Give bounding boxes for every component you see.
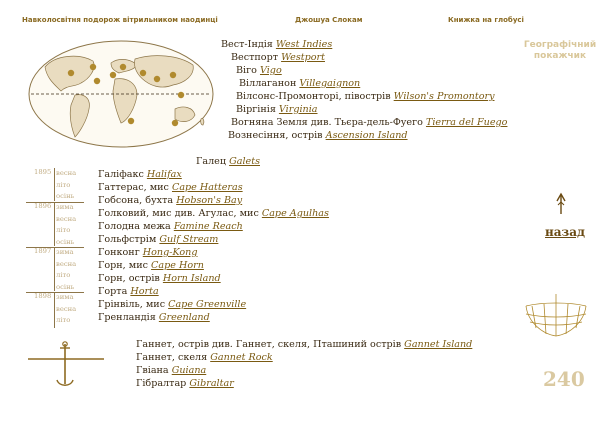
index-link[interactable]: Guiana xyxy=(171,365,207,376)
index-link[interactable]: Galets xyxy=(229,156,260,167)
index-entry: Ганнет, острів див. Ганнет, скеля, Пташиний острів Gannet Island xyxy=(136,339,473,350)
index-link[interactable]: Westport xyxy=(281,52,325,63)
index-entry: Горн, острів Horn Island xyxy=(98,273,221,284)
index-entry: Вілсонс-Промонторі, півострів Wilson's Promontory xyxy=(236,91,495,102)
index-link[interactable]: Cape Hatteras xyxy=(171,182,243,193)
index-link[interactable]: Horn Island xyxy=(162,273,221,284)
index-entry: Гаттерас, мис Cape Hatteras xyxy=(98,182,243,193)
anchor-illustration xyxy=(24,340,106,390)
index-entry: Гвіана Guiana xyxy=(136,365,207,376)
index-entry: Вознесіння, острів Ascension Island xyxy=(228,130,408,141)
index-link[interactable]: Villegaignon xyxy=(299,78,361,89)
index-link[interactable]: Gibraltar xyxy=(189,378,234,389)
index-link[interactable]: Famine Reach xyxy=(173,221,243,232)
index-entry: Ганнет, скеля Gannet Rock xyxy=(136,352,273,363)
index-entry: Грінвіль, мис Cape Greenville xyxy=(98,299,247,310)
index-link[interactable]: Vigo xyxy=(259,65,282,76)
index-title-line-2: покажчик xyxy=(533,51,587,61)
index-link[interactable]: Ascension Island xyxy=(325,130,408,141)
timeline-year: 1895 весна літо осінь xyxy=(34,168,77,200)
timeline-year: 1896 зима весна літо осінь xyxy=(26,202,84,246)
index-link[interactable]: Greenland xyxy=(158,312,210,323)
index-link[interactable]: Gannet Island xyxy=(404,339,473,350)
index-link[interactable]: Cape Greenville xyxy=(168,299,247,310)
index-link[interactable]: Cape Horn xyxy=(151,260,204,271)
index-entry: Вест-Індія West Indies xyxy=(221,39,333,50)
ship-hull-illustration xyxy=(522,292,590,344)
index-title xyxy=(520,40,600,62)
index-entry: Галіфакс Halifax xyxy=(98,169,182,180)
index-link[interactable]: West Indies xyxy=(275,39,333,50)
index-entry: Гобсона, бухта Hobson's Bay xyxy=(98,195,243,206)
index-entry: Горта Horta xyxy=(98,286,159,297)
index-entry: Гренландія Greenland xyxy=(98,312,210,323)
timeline-year: 1898 зима весна літо xyxy=(26,292,84,328)
index-entry: Голковий, мис див. Агулас, мис Cape Agulhas xyxy=(98,208,329,219)
index-link[interactable]: Wilson's Promontory xyxy=(393,91,495,102)
index-entry: Гонконг Hong-Kong xyxy=(98,247,198,258)
index-link[interactable]: Horta xyxy=(130,286,159,297)
index-entry: Вестпорт Westport xyxy=(231,52,325,63)
header-book-title: Навколосвітня подорож вітрильником наодинці xyxy=(22,16,218,24)
index-link[interactable]: Cape Agulhas xyxy=(261,208,329,219)
index-link[interactable]: Virginia xyxy=(278,104,318,115)
arrow-up-icon[interactable] xyxy=(555,192,567,216)
index-entry: Горн, мис Cape Horn xyxy=(98,260,204,271)
index-link[interactable]: Gannet Rock xyxy=(210,352,273,363)
header-series: Книжка на глобусі xyxy=(448,16,524,24)
index-entry: Гольфстрім Gulf Stream xyxy=(98,234,219,245)
index-link[interactable]: Gulf Stream xyxy=(159,234,219,245)
index-link[interactable]: Halifax xyxy=(146,169,182,180)
timeline-year: 1897 зима весна літо осінь xyxy=(26,247,84,291)
back-link[interactable]: назад xyxy=(545,225,585,239)
index-entry: Голодна межа Famine Reach xyxy=(98,221,243,232)
index-entry: Галец Galets xyxy=(196,156,260,167)
index-entry: Вогняна Земля див. Тьєра-дель-Фуего Tierra del Fuego xyxy=(231,117,508,128)
world-map-illustration xyxy=(27,39,215,149)
header-author: Джошуа Слокам xyxy=(295,16,363,24)
index-entry: Віллаганон Villegaignon xyxy=(239,78,361,89)
index-entry: Гібралтар Gibraltar xyxy=(136,378,234,389)
index-entry: Віго Vigo xyxy=(236,65,282,76)
page-number: 240 xyxy=(543,367,585,391)
index-link[interactable]: Hobson's Bay xyxy=(176,195,243,206)
index-entry: Віргінія Virginia xyxy=(236,104,318,115)
index-link[interactable]: Tierra del Fuego xyxy=(425,117,508,128)
index-title-line-1: Географічний xyxy=(523,40,597,50)
index-link[interactable]: Hong-Kong xyxy=(142,247,198,258)
